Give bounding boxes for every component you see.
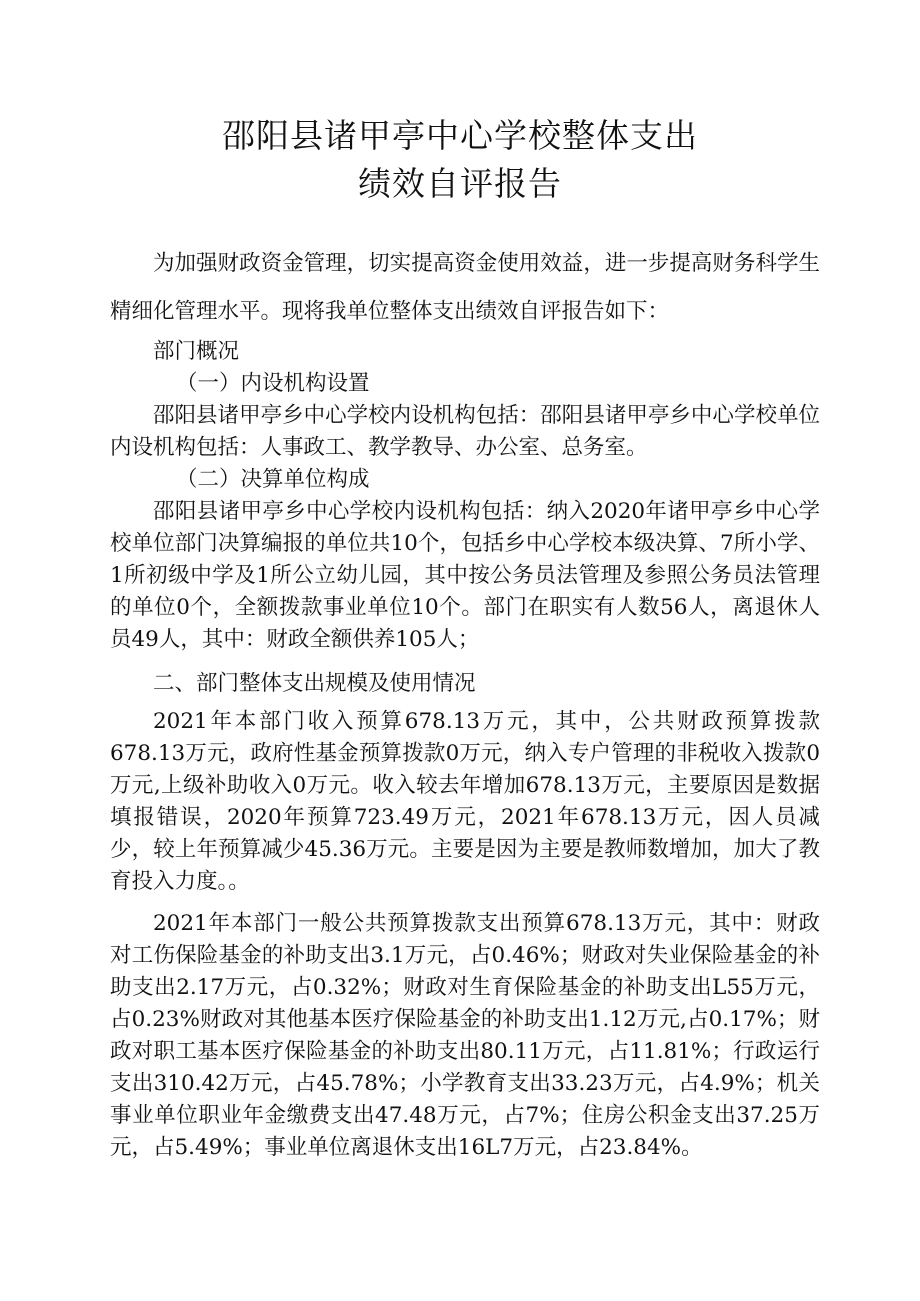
- subsection1-heading: （一）内设机构设置: [176, 371, 370, 396]
- section2-heading: 二、部门整体支出规模及使用情况: [153, 671, 476, 696]
- income-paragraph: 2021年本部门收入预算678.13万元，其中，公共财政预算拨款678.13万元，政府性基金预算拨款0万元，纳入专户管理的非税收入拨款0万元,上级补助收入0万元。收入较去年增加678.13万元，主要原因是数据填报错误，2020年预算723.49万元，2021年678.13万元，因人员减少，较上年预算减少45.36万元。主要是因为主要是教师数增加，加大了教育投入力度。。: [110, 709, 820, 894]
- subsection2-text: 邵阳县诸甲亭乡中心学校内设机构包括：纳入2020年诸甲亭乡中心学校单位部门决算编报的单位共10个，包括乡中心学校本级决算、7所小学、1所初级中学及1所公立幼儿园，其中按公务员法管理及参照公务员法管理的单位0个，全额拨款事业单位10个。部门在职实有人数56人，离退休人员49人，其中：财政全额供养105人；: [110, 499, 820, 652]
- document-title-line1: 邵阳县诸甲亭中心学校整体支出: [222, 116, 698, 155]
- document-title-line2: 绩效自评报告: [358, 164, 562, 203]
- document-body: [110, 240, 820, 1164]
- subsection1-text: 邵阳县诸甲亭乡中心学校内设机构包括：邵阳县诸甲亭乡中心学校单位内设机构包括：人事政工、教学教导、办公室、总务室。: [110, 403, 820, 460]
- expense-paragraph: 2021年本部门一般公共预算拨款支出预算678.13万元，其中：财政对工伤保险基金的补助支出3.1万元，占0.46%；财政对失业保险基金的补助支出2.17万元，占0.32%；财政对生育保险基金的补助支出L55万元，占0.23%财政对其他基本医疗保险基金的补助支出1.12万元,占0.17%；财政对职工基本医疗保险基金的补助支出80.11万元，占11.81%；行政运行支出310.42万元，占45.78%；小学教育支出33.23万元，占4.9%；机关事业单位职业年金缴费支出47.48万元，占7%；住房公积金支出37.25万元，占5.49%；事业单位离退休支出16L7万元，占23.84%。: [110, 911, 820, 1160]
- intro-paragraph: 为加强财政资金管理，切实提高资金使用效益，进一步提高财务科学生精细化管理水平。现将我单位整体支出绩效自评报告如下：: [110, 251, 820, 324]
- subsection2-heading: （二）决算单位构成: [176, 467, 370, 492]
- section1-heading: 部门概况: [153, 339, 240, 364]
